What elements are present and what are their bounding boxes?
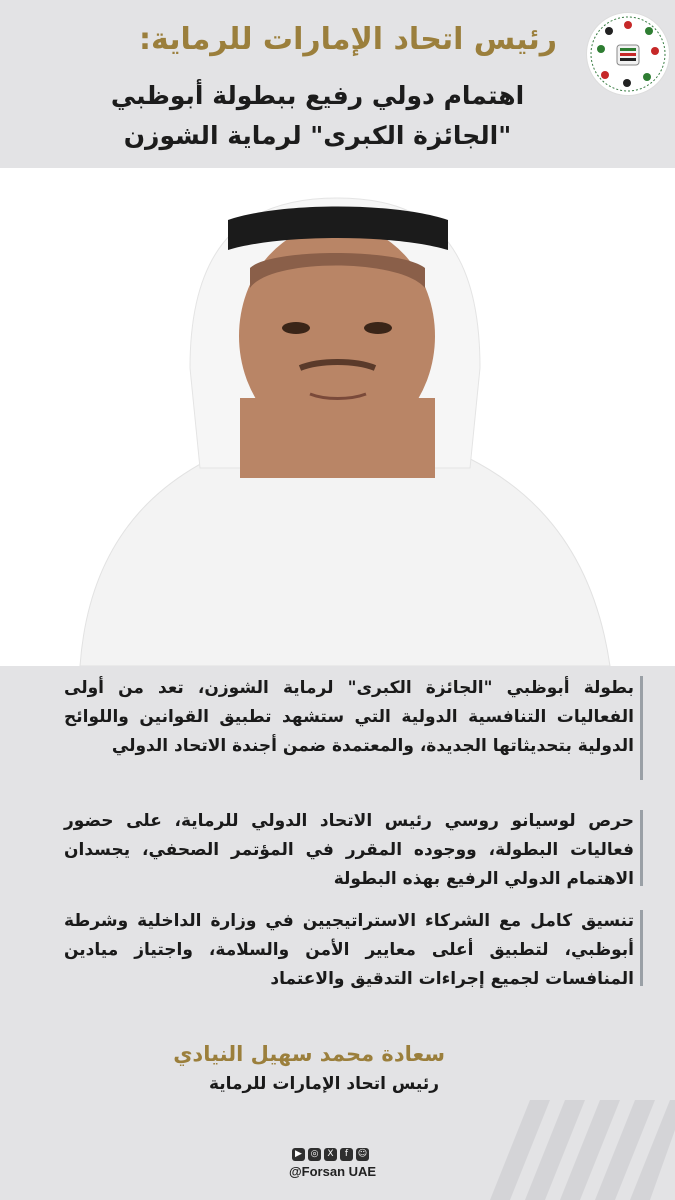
header (0, 0, 675, 168)
instagram-icon[interactable]: ◎ (308, 1148, 321, 1161)
paragraph-2: حرص لوسيانو روسي رئيس الاتحاد الدولي للرماية، على حضور فعاليات البطولة، ووجوده المقرر في المؤتمر الصحفي، يجسدان الاهتمام الدولي الرفيع بهذه البطولة (64, 811, 634, 889)
decorative-stripes (470, 1060, 675, 1200)
youtube-icon[interactable]: ▶ (292, 1148, 305, 1161)
x-icon[interactable]: X (324, 1148, 337, 1161)
headline-subtitle: اهتمام دولي رفيع ببطولة أبوظبي "الجائزة الكبرى" لرماية الشوزن (110, 81, 525, 150)
paragraph-3: تنسيق كامل مع الشركاء الاستراتيجيين في وزارة الداخلية وشرطة أبوظبي، لتطبيق أعلى معايير الأمن والسلامة، واجتياز ميادين المنافسات لجميع إجراءات التدقيق والاعتماد (64, 911, 634, 989)
paragraph-1: بطولة أبوظبي "الجائزة الكبرى" لرماية الشوزن، تعد من أولى الفعاليات التنافسية الدولية التي ستشهد تطبيق القوانين واللوائح الدولية بتحديثاتها الجديدة، والمعتمدة ضمن أجندة الاتحاد الدولي (64, 678, 634, 756)
snapchat-icon[interactable]: ☺ (357, 1149, 368, 1159)
social-icons (292, 1148, 369, 1161)
headline-title: رئيس اتحاد الإمارات للرماية: (139, 22, 557, 57)
signature-role: رئيس اتحاد الإمارات للرماية (208, 1074, 439, 1094)
portrait-photo (0, 168, 675, 666)
social-handle[interactable]: @Forsan UAE (289, 1164, 377, 1179)
federation-logo-icon (586, 12, 670, 96)
signature-name: سعادة محمد سهيل النيادي (173, 1042, 445, 1066)
facebook-icon[interactable]: f (340, 1148, 353, 1161)
